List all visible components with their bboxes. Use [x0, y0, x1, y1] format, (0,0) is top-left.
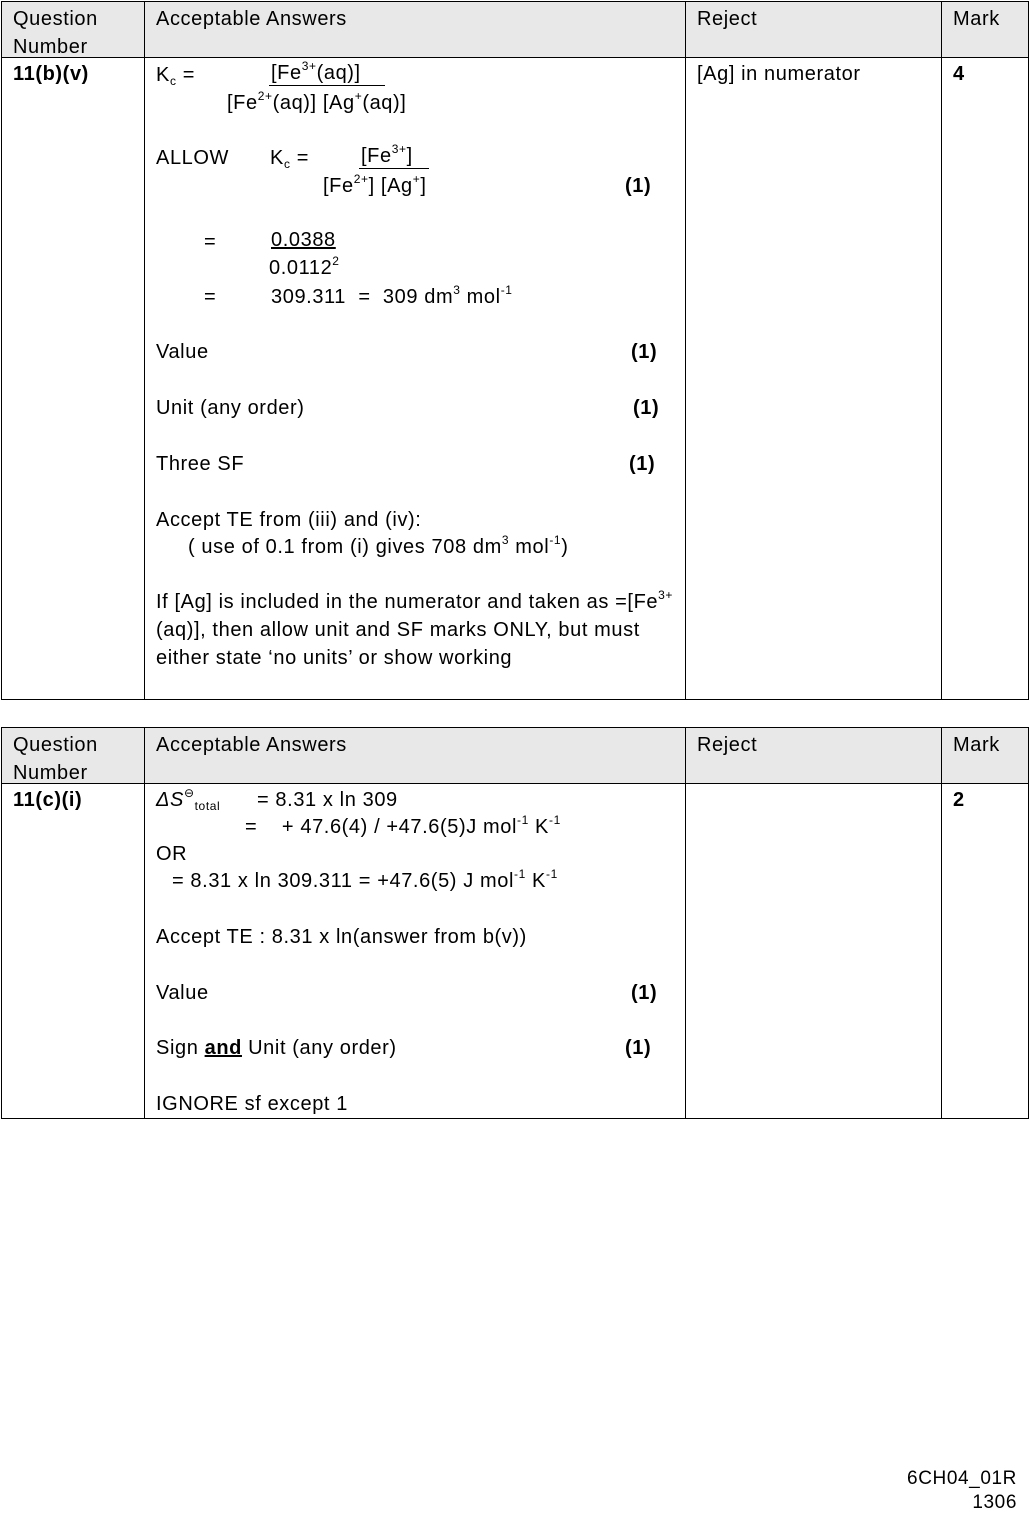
reject-cell [686, 58, 942, 700]
te-line-1: Accept TE from (iii) and (iv): [156, 509, 422, 531]
sign-unit-mark: (1) [625, 1037, 652, 1059]
equals-sign-2: = [204, 286, 217, 308]
sign-unit-label: Sign and Unit (any order) [156, 1037, 397, 1059]
header-reject: Reject [686, 2, 942, 58]
answer-row [2, 58, 1029, 700]
header-mark: Mark [942, 2, 1029, 58]
allow-denominator: $[Fe^{2+}]$ [Ag+] [323, 172, 427, 197]
header-row [2, 728, 1029, 784]
equals-sign: = [204, 231, 217, 253]
te-line-2: ( use of 0.1 from (i) gives 708 $dm^3$ mol$^{-1}$) [188, 533, 569, 558]
entropy-line-1: = 8.31 x ln 309 [257, 789, 398, 811]
mark-scheme-table-11bv [1, 1, 1029, 700]
and-emphasis: and [204, 1037, 242, 1059]
value-label: Value [156, 341, 209, 363]
unit-label: Unit (any order) [156, 397, 305, 419]
value-label: Value [156, 982, 209, 1004]
paper-code: 6CH04_01R [907, 1468, 1017, 1489]
question-number-cell [2, 784, 145, 1119]
mark-value: 4 [953, 63, 965, 85]
ignore-line: IGNORE sf except 1 [156, 1093, 348, 1115]
te-line: Accept TE : 8.31 x ln(answer from b(v)) [156, 926, 527, 948]
allow-label: ALLOW [156, 147, 230, 169]
mark-cell [942, 58, 1029, 700]
page-code: 1306 [972, 1492, 1017, 1513]
calc-numerator: 0.0388 [271, 229, 336, 251]
reject-text: [Ag] in numerator [697, 63, 861, 85]
kc-label: $K_c$ = [156, 64, 195, 88]
kc-fraction-line [269, 85, 385, 86]
or-text: OR [156, 843, 188, 865]
header-acceptable-answers: Acceptable Answers [145, 728, 686, 784]
mark-scheme-table-11ci [1, 727, 1029, 1119]
value-mark: (1) [631, 341, 658, 363]
header-mark: Mark [942, 728, 1029, 784]
mark-cell [942, 784, 1029, 1119]
unit-mark: (1) [633, 397, 660, 419]
allow-mark: (1) [625, 175, 652, 197]
reject-cell [686, 784, 942, 1119]
kc-result: 309.311 = 309 $dm^3$ mol$^{-1}$ [271, 283, 513, 308]
acceptable-answers-cell [145, 58, 686, 700]
acceptable-answers-cell [145, 784, 686, 1119]
header-question-number: Question Number [2, 2, 145, 58]
entropy-symbol: $\Delta S^⊖_{total}$ [156, 786, 221, 813]
numerator-note: If [Ag] is included in the numerator and taken as $=[Fe^{3+}(aq)]$, then allow unit and SF marks ONLY, but must either state ‘no units’ or show working [156, 588, 674, 669]
kc-denominator: $[Fe^{2+}(aq)]$ [Ag+(aq)] [227, 89, 407, 114]
mark-value: 2 [953, 789, 965, 811]
entropy-line-2: = + 47.6(4) / +47.6(5)J mol$^{-1}$ $K^{-1}$ [245, 813, 561, 838]
header-question-number: Question Number [2, 728, 145, 784]
header-acceptable-answers: Acceptable Answers [145, 2, 686, 58]
sf-mark: (1) [629, 453, 656, 475]
sf-label: Three SF [156, 453, 245, 475]
answer-row [2, 784, 1029, 1119]
value-mark: (1) [631, 982, 658, 1004]
page-footer [907, 1467, 1017, 1515]
header-reject: Reject [686, 728, 942, 784]
allow-fraction-line [359, 168, 429, 169]
kc-numerator: $[Fe^{3+}(aq)]$ [271, 59, 361, 84]
allow-numerator: $[Fe^{3+}]$ [361, 142, 413, 167]
header-row [2, 2, 1029, 58]
calc-denominator: 0.0112$^2$ [269, 254, 340, 279]
entropy-line-3: = 8.31 x ln 309.311 = +47.6(5) J mol$^{-1}$ $K^{-1}$ [172, 867, 558, 892]
allow-kc-label: $K_c$ = [270, 147, 309, 171]
question-number-cell [2, 58, 145, 700]
question-number: 11(c)(i) [13, 789, 83, 811]
question-number: 11(b)(v) [13, 63, 89, 85]
